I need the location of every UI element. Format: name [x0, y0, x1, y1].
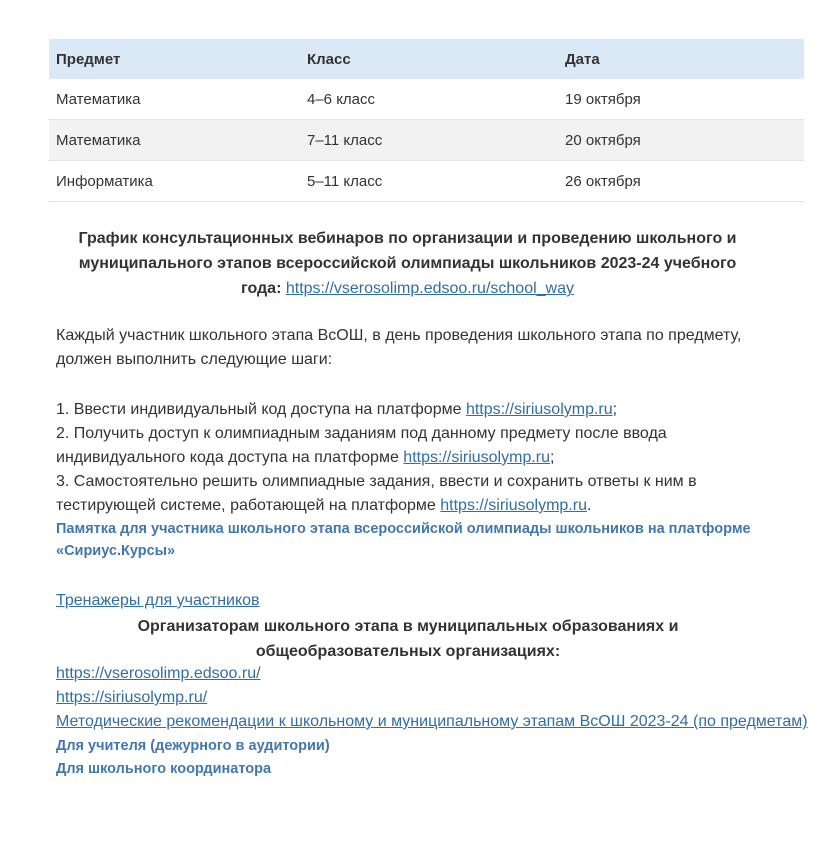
step-1-end: ;: [612, 401, 618, 418]
cell-subject: Информатика: [56, 172, 153, 190]
organizers-link-2-line: [56, 687, 207, 709]
intro-paragraph: Каждый участник школьного этапа ВсОШ, в день проведения школьного этапа по предмету, должен выполнить следующие шаги:: [56, 327, 742, 368]
cell-grade: 4–6 класс: [307, 90, 376, 108]
coordinator-link[interactable]: Для школьного координатора: [56, 761, 272, 777]
step-3-link[interactable]: https://siriusolymp.ru: [440, 497, 587, 514]
table-header-row: [49, 39, 804, 79]
cell-date: 20 октября: [565, 131, 641, 149]
step-3-text: 3. Самостоятельно решить олимпиадные задания, ввести и сохранить ответы к ним в тестирующей системе, работающей на платформе: [56, 473, 697, 514]
step-2-link[interactable]: https://siriusolymp.ru: [403, 449, 551, 466]
cell-date: 19 октября: [565, 90, 641, 108]
step-2-text: 2. Получить доступ к олимпиадным заданиям под данному предмету после ввода индивидуального кода доступа на платформе: [56, 425, 667, 466]
webinars-colon: :: [276, 280, 286, 297]
webinars-title: График консультационных вебинаров по организации и проведению школьного и муниципального этапов всероссийской олимпиады школьников 2023-24 учебного года: [78, 230, 737, 297]
webinars-link[interactable]: https://vserosolimp.edsoo.ru/school_way: [285, 280, 574, 297]
trainers-link[interactable]: Тренажеры для участников: [56, 592, 260, 609]
table-row: [49, 161, 804, 202]
webinars-heading: [60, 226, 755, 301]
step-3: [56, 470, 786, 518]
cell-subject: Математика: [56, 90, 141, 108]
cell-grade: 7–11 класс: [307, 131, 383, 149]
organizers-link-3-line: [56, 711, 808, 733]
organizers-link-1-line: [56, 663, 261, 685]
cell-subject: Математика: [56, 131, 141, 149]
method-recommendations-link[interactable]: Методические рекомендации к школьному и муниципальному этапам ВсОШ 2023-24 (по предметам): [56, 713, 808, 730]
column-header-grade: Класс: [300, 39, 558, 79]
step-1-text: 1. Ввести индивидуальный код доступа на платформе: [56, 401, 466, 418]
trainers-line: [56, 590, 260, 612]
cell-date: 26 октября: [565, 172, 641, 190]
step-3-end: .: [586, 497, 592, 514]
siriusolymp-link[interactable]: https://siriusolymp.ru/: [56, 689, 208, 706]
step-2: [56, 422, 786, 470]
organizers-heading: Организаторам школьного этапа в муниципальных образованиях и общеобразовательных организациях:: [137, 618, 679, 660]
step-2-end: ;: [550, 449, 555, 466]
memo-link[interactable]: Памятка для участника школьного этапа всероссийской олимпиады школьников на платформе «Сириус.Курсы»: [56, 521, 751, 559]
steps-list: [56, 398, 786, 518]
step-1-link[interactable]: https://siriusolymp.ru: [465, 401, 613, 418]
table-row: [49, 120, 804, 161]
vserosolimp-link[interactable]: https://vserosolimp.edsoo.ru/: [56, 665, 261, 682]
cell-grade: 5–11 класс: [307, 172, 383, 190]
column-header-date: Дата: [558, 39, 804, 79]
step-1: [56, 398, 786, 422]
column-header-subject: Предмет: [49, 39, 300, 79]
table-row: [49, 79, 804, 120]
teacher-link[interactable]: Для учителя (дежурного в аудитории): [56, 738, 330, 754]
schedule-table: [49, 39, 804, 202]
